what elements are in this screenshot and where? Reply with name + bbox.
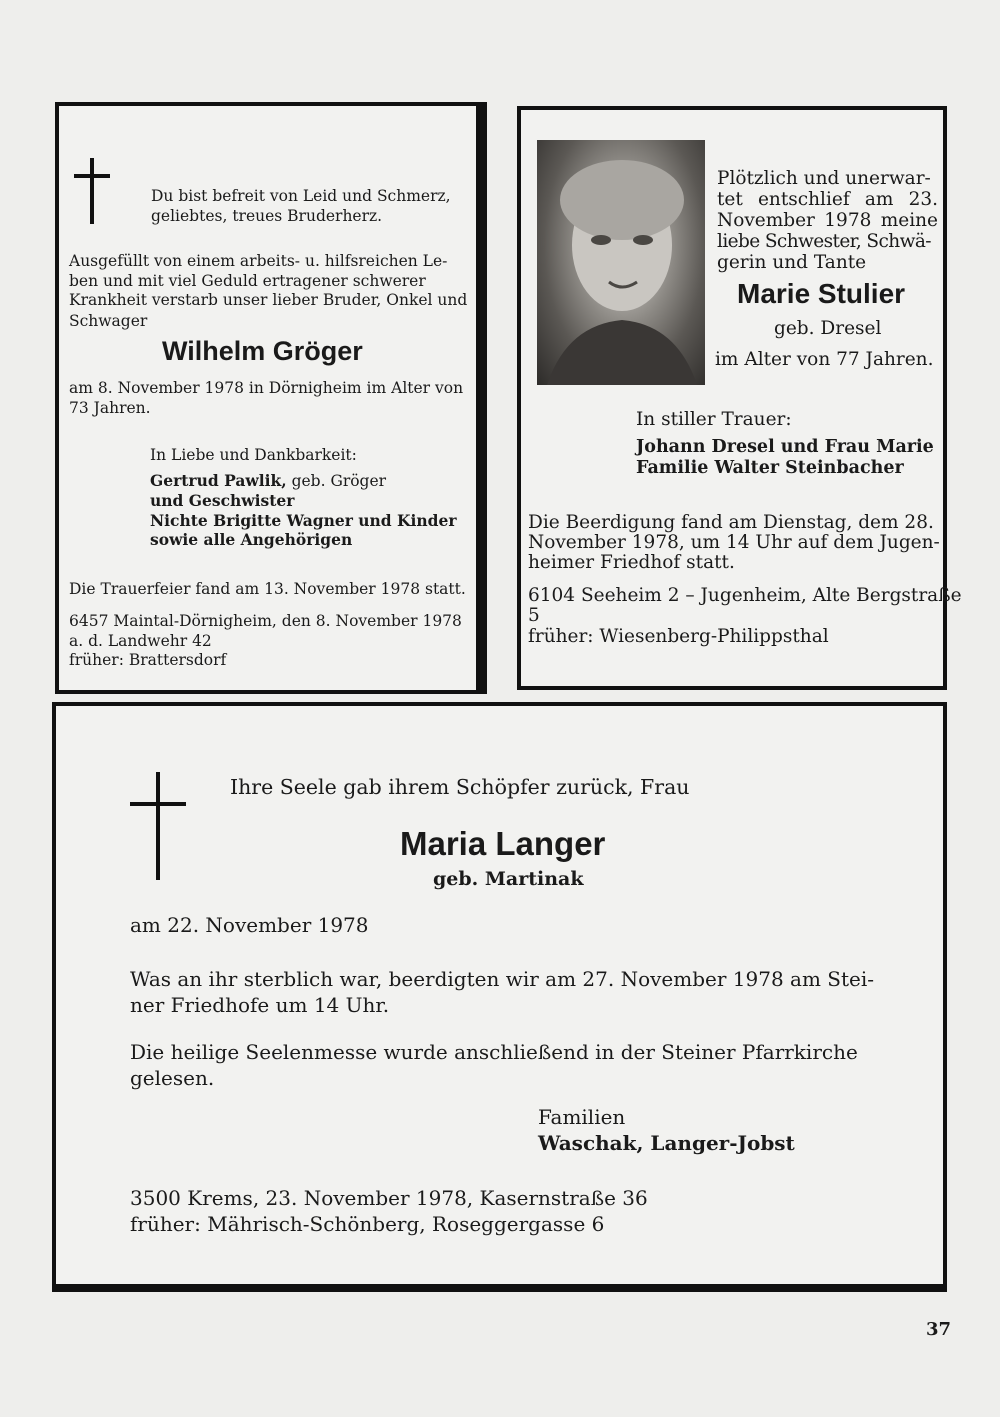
mourner-line: Johann Dresel und Frau Marie xyxy=(636,437,934,457)
intro-line: Ihre Seele gab ihrem Schöpfer zurück, Frau xyxy=(230,775,690,799)
mourning-heading: In stiller Trauer: xyxy=(636,409,792,430)
mourner-line xyxy=(150,471,386,491)
intro-line: Schwager xyxy=(69,312,148,330)
cross-icon xyxy=(130,772,186,880)
cross-icon xyxy=(72,158,112,224)
birth-name: geb. Dresel xyxy=(774,318,882,339)
mass-line: Die heilige Seelenmesse wurde anschließend in der Steiner Pfarrkirche xyxy=(130,1040,858,1064)
mourner-birth-name: geb. Gröger xyxy=(286,472,387,490)
mourner-line: Nichte Brigitte Wagner und Kinder xyxy=(150,511,457,530)
verse-line: geliebtes, treues Bruderherz. xyxy=(151,207,383,225)
mass-line: gelesen. xyxy=(130,1066,215,1090)
box-shadow-edge xyxy=(476,104,484,694)
portrait-silhouette xyxy=(537,140,705,385)
address-line: 5 xyxy=(528,605,540,626)
funeral-line: Die Beerdigung fand am Dienstag, dem 28. xyxy=(528,512,934,533)
box-shadow-edge xyxy=(52,1284,947,1292)
mourner-name: Gertrud Pawlik, xyxy=(150,471,287,490)
family-names: Waschak, Langer-Jobst xyxy=(538,1131,795,1155)
deceased-name: Marie Stulier xyxy=(737,278,906,309)
intro-line: gerin und Tante xyxy=(717,252,867,273)
death-line: am 8. November 1978 in Dörnigheim im Alter von xyxy=(69,379,464,397)
address-line: früher: Mährisch-Schönberg, Roseggergasse 6 xyxy=(130,1212,605,1236)
verse-line: Du bist befreit von Leid und Schmerz, xyxy=(151,187,451,205)
intro-line: November 1978 meine xyxy=(717,210,938,231)
death-line: 73 Jahren. xyxy=(69,399,151,417)
intro-line: tet entschlief am 23. xyxy=(717,189,938,210)
page-number: 37 xyxy=(926,1319,952,1340)
burial-line: ner Friedhofe um 14 Uhr. xyxy=(130,993,390,1017)
funeral-line: November 1978, um 14 Uhr auf dem Jugen- xyxy=(528,532,940,553)
address-line: 6104 Seeheim 2 – Jugenheim, Alte Bergstraße xyxy=(528,585,962,606)
mourner-line: und Geschwister xyxy=(150,491,295,510)
burial-line: Was an ihr sterblich war, beerdigten wir am 27. November 1978 am Stei- xyxy=(130,967,874,991)
intro-line: Plötzlich und unerwar- xyxy=(717,168,931,189)
address-line: früher: Wiesenberg-Philippsthal xyxy=(528,626,829,647)
address-line: a. d. Landwehr 42 xyxy=(69,632,212,650)
funeral-info: Die Trauerfeier fand am 13. November 1978 statt. xyxy=(69,580,466,598)
intro-line: ben und mit viel Geduld ertragener schwerer xyxy=(69,272,426,290)
address-line: früher: Brattersdorf xyxy=(69,651,227,669)
intro-line: Krankheit verstarb unser lieber Bruder, Onkel und xyxy=(69,291,468,309)
deceased-name: Wilhelm Gröger xyxy=(162,336,363,366)
mourner-line: sowie alle Angehörigen xyxy=(150,530,353,549)
death-date: am 22. November 1978 xyxy=(130,913,369,937)
funeral-line: heimer Friedhof statt. xyxy=(528,552,735,573)
address-line: 6457 Maintal-Dörnigheim, den 8. November 1978 xyxy=(69,612,462,630)
age-line: im Alter von 77 Jahren. xyxy=(715,349,934,370)
intro-line: Ausgefüllt von einem arbeits- u. hilfsreichen Le- xyxy=(69,252,448,270)
deceased-name: Maria Langer xyxy=(400,825,606,862)
intro-line: liebe Schwester, Schwä- xyxy=(717,231,931,252)
birth-name: geb. Martinak xyxy=(433,868,584,890)
mourning-heading: In Liebe und Dankbarkeit: xyxy=(150,446,357,464)
address-line: 3500 Krems, 23. November 1978, Kasernstraße 36 xyxy=(130,1186,648,1210)
family-label: Familien xyxy=(538,1105,626,1129)
mourner-line: Familie Walter Steinbacher xyxy=(636,458,904,478)
portrait-photo xyxy=(537,140,705,385)
